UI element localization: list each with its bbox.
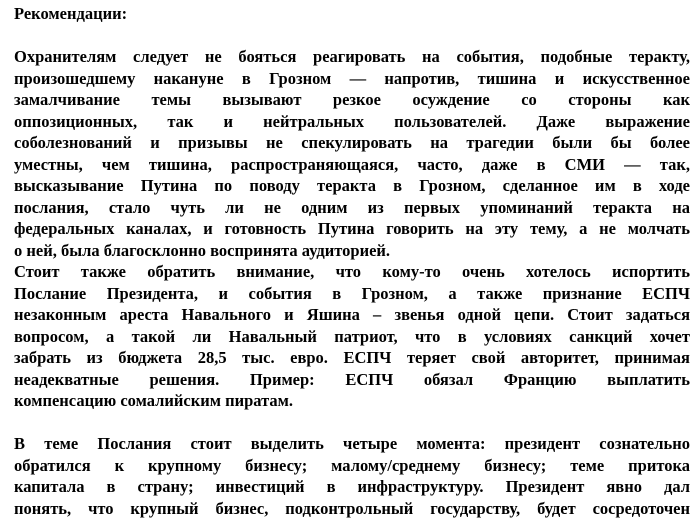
text-line: вопросом, а такой ли Навальный патриот, что в условиях санкций хочет: [14, 326, 690, 346]
text-line: неадекватные решения. Пример: ЕСПЧ обязал Францию выплатить: [14, 369, 690, 389]
document-heading: Рекомендации:: [14, 4, 128, 23]
text-line: уместны, чем тишина, распространяющаяся, часто, даже в СМИ — так,: [14, 154, 690, 174]
paragraph-security-reaction: [14, 46, 690, 261]
text-line: соболезнований и призывы не спекулировать на трагедии были бы более: [14, 133, 690, 152]
paragraph-spacer: [14, 412, 690, 434]
text-line: компенсацию сомалийским пиратам.: [14, 391, 294, 410]
text-line: высказывание Путина по поводу теракта в Грозном, сделанное им в ходе: [14, 176, 690, 195]
text-line: Стоит также обратить внимание, что кому-то очень хотелось испортить: [14, 262, 690, 281]
paragraph-espch-navalny: [14, 261, 690, 412]
text-line: оппозиционных, так и нейтральных пользователей. Даже выражение: [14, 111, 690, 131]
text-line: Охранителям следует не бояться реагировать на события, подобные теракту,: [14, 47, 690, 66]
text-line: Послание Президента, и события в Грозном, а также признание ЕСПЧ: [14, 283, 690, 303]
text-line: обратился к крупному бизнесу; малому/среднему бизнесу; теме притока: [14, 455, 690, 475]
text-line: понять, что крупный бизнес, подконтрольный государству, будет сосредоточен: [14, 498, 690, 518]
text-line: произошедшему накануне в Грозном — напротив, тишина и искусственное: [14, 68, 690, 88]
text-line: замалчивание темы вызывают резкое осуждение со стороны как: [14, 90, 690, 109]
text-line: В теме Послания стоит выделить четыре момента: президент сознательно: [14, 434, 690, 453]
paragraph-poslanie-four-points: [14, 433, 690, 519]
paragraph-spacer: [14, 25, 690, 47]
text-line: забрать из бюджета 28,5 тыс. евро. ЕСПЧ теряет свой авторитет, принимая: [14, 348, 690, 367]
text-line: федеральных каналах, и готовность Путина говорить на эту тему, а не молчать: [14, 219, 690, 238]
text-line: незаконным ареста Навального и Яшина – звенья одной цепи. Стоит задаться: [14, 305, 690, 324]
text-line: капитала в страну; инвестиций в инфраструктуру. Президент явно дал: [14, 477, 690, 496]
text-line: о ней, была благосклонно воспринята аудиторией.: [14, 240, 391, 260]
text-line: послания, стало чуть ли не одним из первых упоминаний теракта на: [14, 197, 690, 217]
